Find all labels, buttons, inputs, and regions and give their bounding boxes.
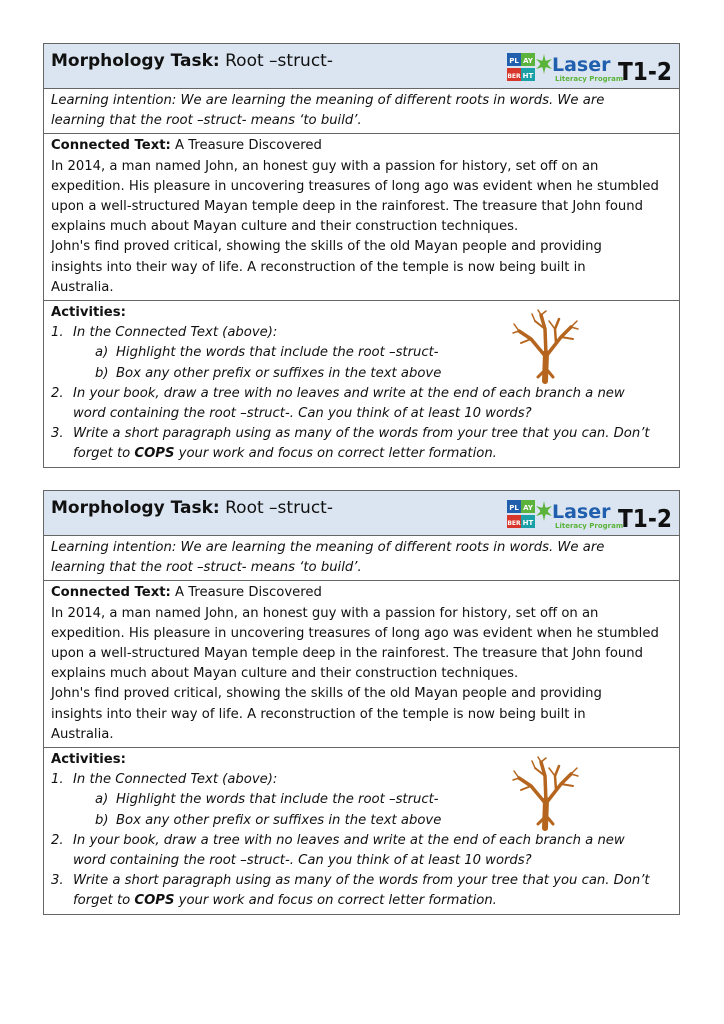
activity-item: 2. In your book, draw a tree with no leaves and write at the end of each branch a new xyxy=(51,832,625,848)
activities-label: Activities: xyxy=(51,305,126,321)
laser-logo xyxy=(507,51,673,85)
laser-logo xyxy=(507,498,673,532)
activity-item: 2. In your book, draw a tree with no leaves and write at the end of each branch a new xyxy=(51,385,625,401)
text-line: upon a well-structured Mayan temple deep in the rainforest. The treasure that John found xyxy=(51,646,644,662)
learning-line: Learning intention: We are learning the meaning of different roots in words. We are xyxy=(51,540,605,555)
activities xyxy=(44,301,679,467)
connected-label: Connected Text: xyxy=(51,585,171,601)
svg-text:BER: BER xyxy=(507,520,521,527)
logo-subtitle: Literacy Program xyxy=(555,522,624,530)
svg-text:BER: BER xyxy=(507,73,521,80)
connected-title: A Treasure Discovered xyxy=(175,138,322,154)
sparkle-icon xyxy=(536,501,552,521)
task-card xyxy=(43,490,680,915)
logo-level: T1-2 xyxy=(618,504,672,533)
activity-item-cont: forget to COPS your work and focus on correct letter formation. xyxy=(73,893,497,909)
text-line: expedition. His pleasure in uncovering treasures of long ago was evident when he stumbled xyxy=(51,178,659,194)
card-header xyxy=(44,491,679,536)
activity-subitem: b) Box any other prefix or suffixes in the text above xyxy=(95,812,442,828)
text-line: explains much about Mayan culture and their construction techniques. xyxy=(51,219,519,235)
activity-subitem: b) Box any other prefix or suffixes in the text above xyxy=(95,365,442,381)
connected-heading xyxy=(51,136,672,156)
activity-item: 1. In the Connected Text (above): xyxy=(51,772,278,788)
cops-word: COPS xyxy=(134,893,175,909)
logo-level: T1-2 xyxy=(618,57,672,86)
card-title xyxy=(51,50,333,72)
activity-item: 3. Write a short paragraph using as many of the words from your tree that you can. Don’t xyxy=(51,873,650,889)
text-line: In 2014, a man named John, an honest guy with a passion for history, set off on an xyxy=(51,605,599,621)
card-header xyxy=(44,44,679,89)
learning-line: learning that the root –struct- means ‘to build’. xyxy=(51,113,362,129)
connected-label: Connected Text: xyxy=(51,138,171,154)
activity-item-cont: word containing the root –struct-. Can you think of at least 10 words? xyxy=(73,853,532,869)
activity-item-cont: word containing the root –struct-. Can you think of at least 10 words? xyxy=(73,406,532,422)
text-line: Australia. xyxy=(51,726,114,742)
svg-text:PL: PL xyxy=(509,57,519,65)
text-line: John's find proved critical, showing the skills of the old Mayan people and providing xyxy=(51,686,602,702)
logo-subtitle: Literacy Program xyxy=(555,75,624,83)
activities-label: Activities: xyxy=(51,752,126,768)
svg-text:HT: HT xyxy=(522,72,534,80)
text-line: expedition. His pleasure in uncovering treasures of long ago was evident when he stumbled xyxy=(51,625,659,641)
title-value: Root –struct- xyxy=(225,498,333,518)
connected-title: A Treasure Discovered xyxy=(175,585,322,601)
text-line: explains much about Mayan culture and their construction techniques. xyxy=(51,666,519,682)
learning-intention xyxy=(44,89,679,134)
bare-tree-icon xyxy=(511,309,581,381)
learning-line: Learning intention: We are learning the meaning of different roots in words. We are xyxy=(51,93,605,108)
task-card xyxy=(43,43,680,468)
svg-text:HT: HT xyxy=(522,519,534,527)
title-label: Morphology Task: xyxy=(51,51,220,71)
title-value: Root –struct- xyxy=(225,51,333,71)
activity-item: 3. Write a short paragraph using as many of the words from your tree that you can. Don’t xyxy=(51,426,650,442)
learning-intention xyxy=(44,536,679,581)
cops-word: COPS xyxy=(134,446,175,462)
svg-text:PL: PL xyxy=(509,504,519,512)
text-line: In 2014, a man named John, an honest guy with a passion for history, set off on an xyxy=(51,158,599,174)
connected-text xyxy=(44,134,679,301)
activities xyxy=(44,748,679,914)
learning-line: learning that the root –struct- means ‘to build’. xyxy=(51,560,362,576)
logo-word: Laser xyxy=(552,501,611,523)
text-line: upon a well-structured Mayan temple deep in the rainforest. The treasure that John found xyxy=(51,199,644,215)
bare-tree-icon xyxy=(511,756,581,828)
connected-text xyxy=(44,581,679,748)
text-line: Australia. xyxy=(51,279,114,295)
logo-word: Laser xyxy=(552,54,611,76)
svg-text:AY: AY xyxy=(523,504,533,512)
activity-subitem: a) Highlight the words that include the root –struct- xyxy=(95,345,439,361)
svg-text:AY: AY xyxy=(523,57,533,65)
connected-heading xyxy=(51,583,672,603)
text-line: John's find proved critical, showing the skills of the old Mayan people and providing xyxy=(51,239,602,255)
activity-item-cont: forget to COPS your work and focus on correct letter formation. xyxy=(73,446,497,462)
card-title xyxy=(51,497,333,519)
activity-subitem: a) Highlight the words that include the root –struct- xyxy=(95,792,439,808)
logo-tiles xyxy=(507,500,535,528)
title-label: Morphology Task: xyxy=(51,498,220,518)
logo-tiles xyxy=(507,53,535,81)
sparkle-icon xyxy=(536,54,552,74)
activity-item: 1. In the Connected Text (above): xyxy=(51,325,278,341)
text-line: insights into their way of life. A reconstruction of the temple is now being built in xyxy=(51,706,586,722)
text-line: insights into their way of life. A reconstruction of the temple is now being built in xyxy=(51,259,586,275)
